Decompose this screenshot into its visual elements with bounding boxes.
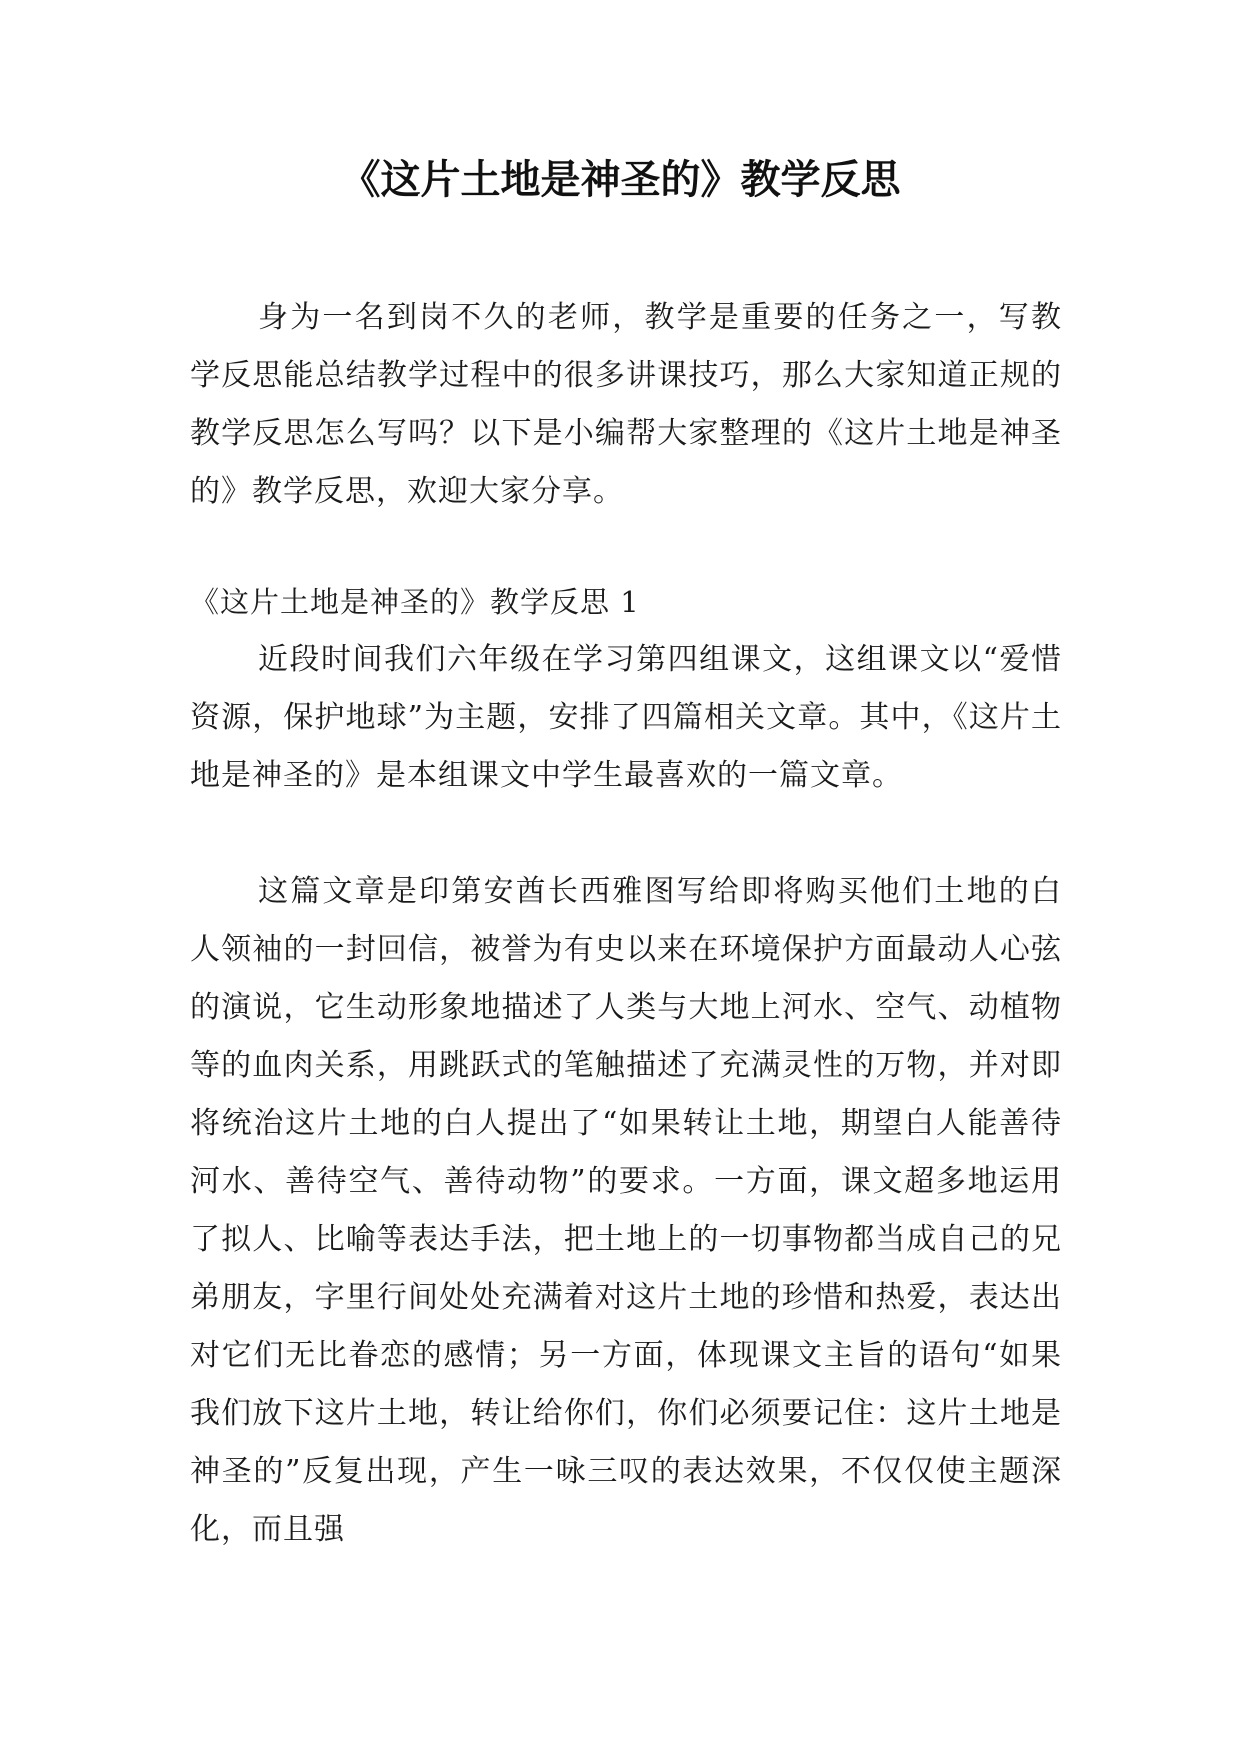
section-heading: 《这片土地是神圣的》教学反思 1 [190,585,640,619]
intro-paragraph: 身为一名到岗不久的老师，教学是重要的任务之一，写教学反思能总结教学过程中的很多讲课技巧，那么大家知道正规的教学反思怎么写吗？以下是小编帮大家整理的《这片土地是神圣的》教学反思，欢迎大家分享。 [190,300,1062,509]
body-paragraph: 近段时间我们六年级在学习第四组课文，这组课文以“爱惜资源，保护地球”为主题，安排了四篇相关文章。其中，《这片土地是神圣的》是本组课文中学生最喜欢的一篇文章。 [190,642,1062,793]
document-title: 《这片土地是神圣的》教学反思 [340,157,901,203]
body-paragraph: 这篇文章是印第安酋长西雅图写给即将购买他们土地的白人领袖的一封回信，被誉为有史以来在环境保护方面最动人心弦的演说，它生动形象地描述了人类与大地上河水、空气、动植物等的血肉关系，用跳跃式的笔触描述了充满灵性的万物，并对即将统治这片土地的白人提出了“如果转让土地，期望白人能善待河水、善待空气、善待动物”的要求。一方面，课文超多地运用了拟人、比喻等表达手法，把土地上的一切事物都当成自己的兄弟朋友，字里行间处处充满着对这片土地的珍惜和热爱，表达出对它们无比眷恋的感情；另一方面，体现课文主旨的语句“如果我们放下这片土地，转让给你们，你们必须要记住：这片土地是神圣的”反复出现，产生一咏三叹的表达效果，不仅仅使主题深化，而且强 [190,874,1062,1547]
